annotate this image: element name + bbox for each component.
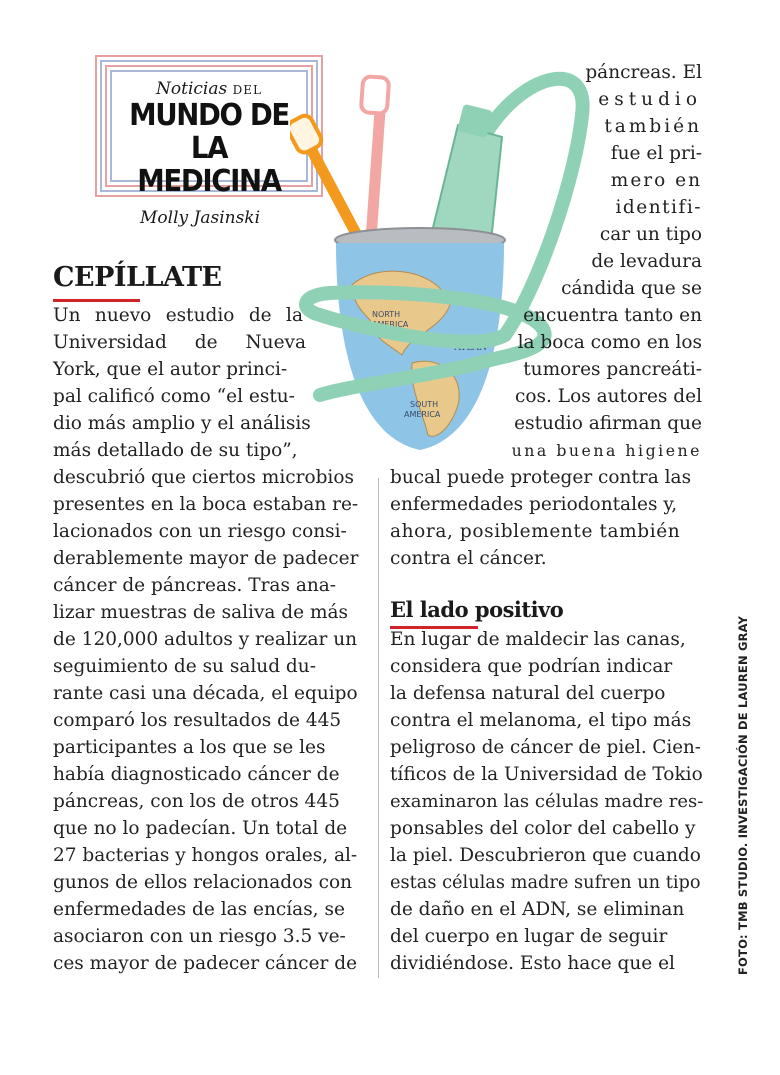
body-line: contra el cáncer. <box>390 548 547 569</box>
body-line: encuentra tanto en <box>523 305 702 326</box>
body-line: seguimiento de su salud du- <box>53 656 316 677</box>
column-divider <box>378 478 379 978</box>
body-line: ahora, posiblemente también <box>390 521 681 542</box>
body-line: mero en <box>610 170 702 191</box>
kicker-text: Noticias <box>156 79 228 99</box>
body-line: estudio <box>598 89 702 110</box>
body-line: presentes en la boca estaban re- <box>53 494 359 515</box>
body-line: estas células madre sufren un tipo <box>390 873 701 893</box>
body-line: enfermedades de las encías, se <box>53 899 345 920</box>
body-line: 27 bacterias y hongos orales, al- <box>53 845 358 866</box>
body-line: dividiéndose. Esto hace que el <box>390 953 675 974</box>
body-line: la boca como en los <box>517 332 702 353</box>
body-line: ces mayor de padecer cáncer de <box>53 953 358 974</box>
body-line: tíficos de la Universidad de Tokio <box>390 764 703 785</box>
body-line: la defensa natural del cuerpo <box>390 683 666 704</box>
body-line: tumores pancreáti- <box>523 359 702 380</box>
body-line: descubrió que ciertos microbios <box>53 467 354 488</box>
body-line: más detallado de su tipo”, <box>53 440 298 461</box>
body-line: cándida que se <box>561 278 702 299</box>
body-line: identifi- <box>615 197 702 218</box>
body-line: participantes a los que se les <box>53 737 326 758</box>
body-line: de 120,000 adultos y realizar un <box>53 629 358 650</box>
map-label-atlan: ATLAN <box>455 343 488 353</box>
body-line: enfermedades periodontales y, <box>390 494 678 515</box>
body-line: lizar muestras de saliva de más <box>53 602 349 623</box>
kicker-small-text: DEL <box>232 83 262 97</box>
masthead-content <box>116 76 302 199</box>
masthead <box>95 55 323 197</box>
body-line: que no lo padecían. Un total de <box>53 818 348 839</box>
masthead-kicker <box>116 79 302 99</box>
body-line: cos. Los autores del <box>515 386 702 407</box>
masthead-title-line2: LA MEDICINA <box>137 131 281 199</box>
body-line: la piel. Descubrieron que cuando <box>390 845 701 866</box>
body-line: del cuerpo en lugar de seguir <box>390 926 668 947</box>
body-line: comparó los resultados de 445 <box>53 710 342 731</box>
body-line: gunos de ellos relacionados con <box>53 872 353 893</box>
body-line: de levadura <box>591 251 702 272</box>
map-label-ocea: OCEA <box>385 374 408 383</box>
masthead-title-line1: MUNDO DE <box>129 98 289 133</box>
photo-credit: FOTO: TMB STUDIO. INVESTIGACIÓN DE LAUREN GRAY <box>736 615 750 975</box>
heading-underline <box>53 299 140 302</box>
body-line: páncreas, con los de otros 445 <box>53 791 340 812</box>
body-line: ponsables del color del cabello y <box>390 818 696 839</box>
map-label-north: NORTH <box>372 310 401 319</box>
body-line: derablemente mayor de padecer <box>53 548 359 569</box>
author-byline: Molly Jasinski <box>140 208 261 228</box>
body-line: Un nuevo estudio de la <box>53 305 303 326</box>
body-line: fue el pri- <box>610 143 702 164</box>
body-line: asociaron con un riesgo 3.5 ve- <box>53 926 346 947</box>
body-line: pal calificó como “el estu- <box>53 386 295 407</box>
body-line: rante casi una década, el equipo <box>53 683 358 704</box>
body-line: estudio afirman que <box>514 413 702 434</box>
body-line: contra el melanoma, el tipo más <box>390 710 692 731</box>
body-line: cáncer de páncreas. Tras ana- <box>53 575 337 596</box>
body-line: York, que el autor princi- <box>53 359 288 380</box>
map-label-america: AMERICA <box>372 320 409 329</box>
article-heading-cepillate: CEPÍLLATE <box>53 262 222 293</box>
body-line: Universidad de Nueva <box>53 332 306 353</box>
map-label-south-america: AMERICA <box>404 410 441 419</box>
map-label-south: SOUTH <box>410 400 439 409</box>
body-line: En lugar de maldecir las canas, <box>390 629 686 650</box>
body-line: páncreas. El <box>585 62 702 83</box>
body-line: había diagnosticado cáncer de <box>53 764 340 785</box>
body-line: de daño en el ADN, se eliminan <box>390 899 685 920</box>
body-line: también <box>604 116 702 137</box>
body-line: considera que podrían indicar <box>390 656 673 677</box>
body-line: una buena higiene <box>511 441 702 460</box>
article-heading-lado-positivo: El lado positivo <box>390 597 564 622</box>
body-line: lacionados con un riesgo consi- <box>53 521 347 542</box>
body-line: car un tipo <box>599 224 702 245</box>
body-line: peligroso de cáncer de piel. Cien- <box>390 737 701 758</box>
body-line: bucal puede proteger contra las <box>390 467 692 488</box>
body-line: dio más amplio y el análisis <box>53 413 311 434</box>
body-line: examinaron las células madre res- <box>390 791 704 812</box>
